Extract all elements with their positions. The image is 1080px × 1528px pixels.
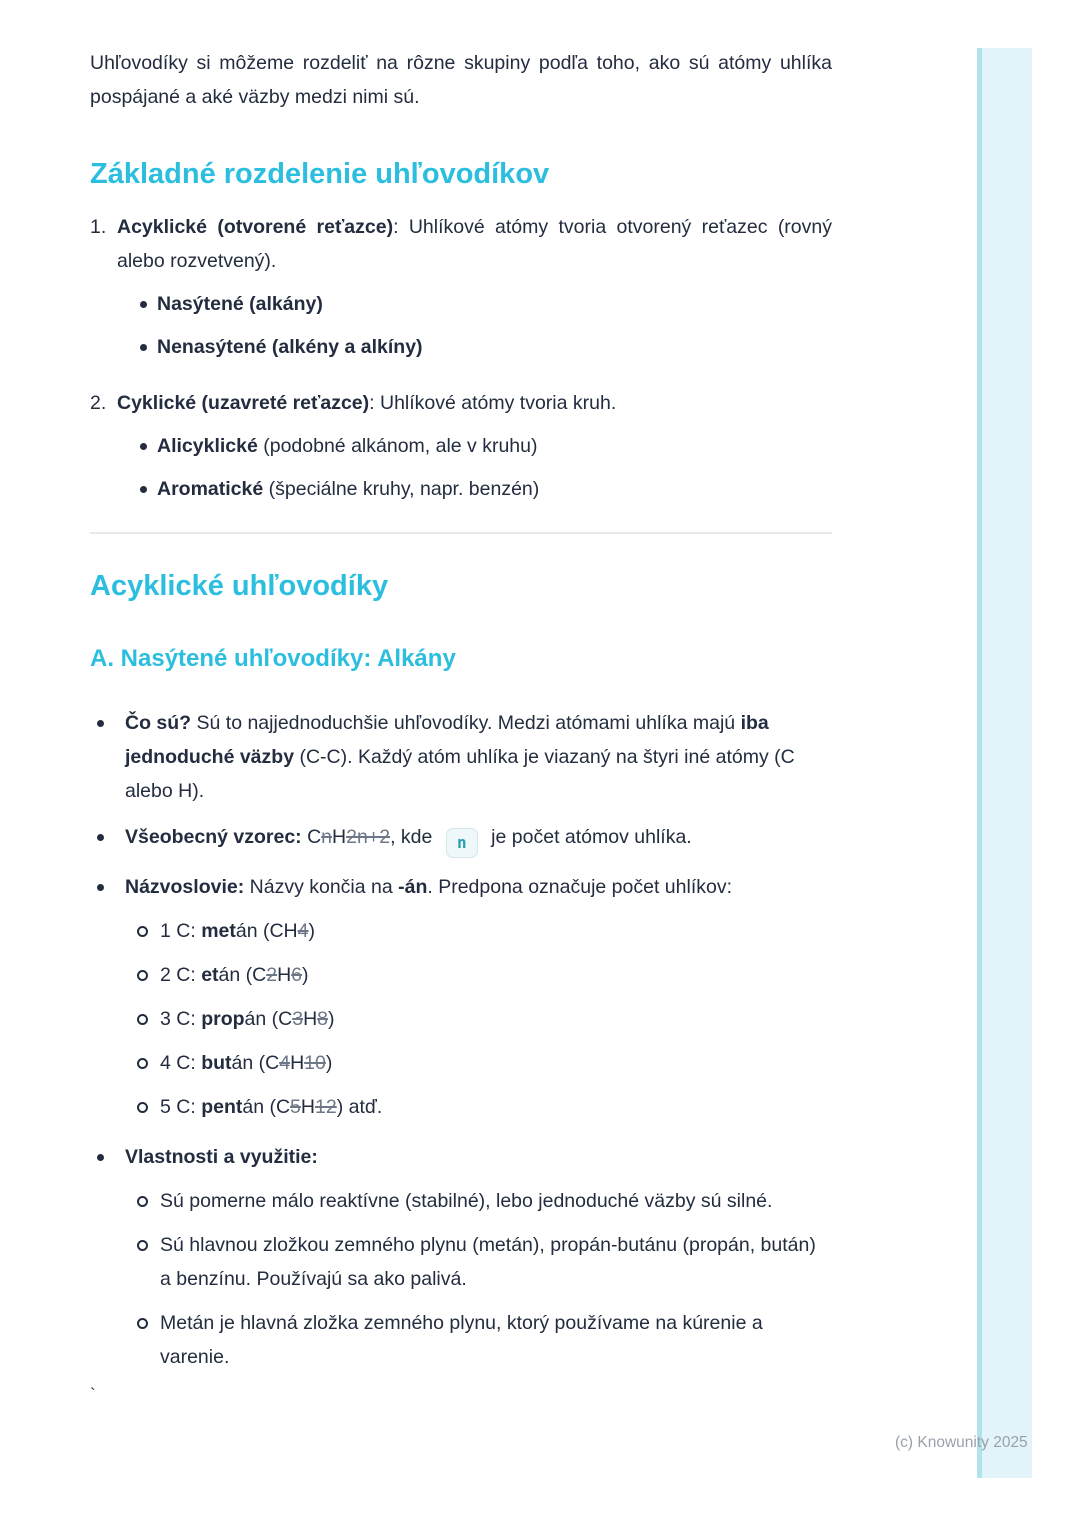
circle-bullet-icon	[137, 926, 148, 937]
bullet-dot-icon	[97, 1154, 104, 1161]
bullet-item-vlastnosti	[90, 1140, 832, 1174]
alkane-list-item-propan	[90, 1002, 832, 1036]
sub-list-item	[90, 429, 832, 463]
ordered-list	[90, 210, 832, 506]
bullet-dot-icon	[97, 884, 104, 891]
alkane-list-item-etan	[90, 958, 832, 992]
alkane-item-text: 3 C: propán (C3H8)	[160, 1008, 335, 1030]
alkane-list	[90, 914, 832, 1124]
circle-bullet-icon	[137, 1014, 148, 1025]
alkane-item-text: 4 C: bután (C4H10)	[160, 1052, 333, 1074]
property-item-text: Metán je hlavná zložka zemného plynu, ktorý používame na kúrenie a varenie.	[160, 1312, 763, 1368]
stray-backtick-mark: `	[90, 1385, 96, 1404]
bullet-item-text: Vlastnosti a využitie:	[125, 1146, 318, 1168]
section-title-acyklicke: Acyklické uhľovodíky	[90, 570, 389, 602]
bullet-item-co-su	[90, 706, 832, 808]
bullet-dot-icon	[97, 834, 104, 841]
bullet-item-text: Názvoslovie: Názvy končia na -án. Predpona označuje počet uhlíkov:	[125, 876, 732, 898]
alkane-item-text: 1 C: metán (CH4)	[160, 920, 316, 942]
alkane-item-text: 2 C: etán (C2H6)	[160, 964, 309, 986]
circle-bullet-icon	[137, 970, 148, 981]
subsection-title-alkany: A. Nasýtené uhľovodíky: Alkány	[90, 645, 456, 672]
bullet-list	[90, 706, 832, 1374]
list-marker: 2.	[90, 392, 107, 414]
list-marker: 1.	[90, 216, 107, 238]
circle-bullet-icon	[137, 1196, 148, 1207]
inline-code-n: n	[446, 828, 478, 858]
list-item-text: Cyklické (uzavreté reťazce): Uhlíkové atómy tvoria kruh.	[117, 392, 617, 414]
property-item	[90, 1306, 832, 1374]
circle-bullet-icon	[137, 1102, 148, 1113]
divider	[90, 532, 832, 534]
circle-bullet-icon	[137, 1318, 148, 1329]
property-item-text: Sú hlavnou zložkou zemného plynu (metán), propán-butánu (propán, bután) a benzínu. Používajú sa ako palivá.	[160, 1234, 816, 1290]
circle-bullet-icon	[137, 1058, 148, 1069]
property-item-text: Sú pomerne málo reaktívne (stabilné), lebo jednoduché väzby sú silné.	[160, 1190, 773, 1212]
alkane-item-text: 5 C: pentán (C5H12) atď.	[160, 1096, 383, 1118]
sub-list-item	[90, 287, 832, 321]
bullet-item-nazvoslovie	[90, 870, 832, 904]
bullet-dot-icon	[140, 344, 147, 351]
property-item	[90, 1228, 832, 1296]
sub-list	[90, 287, 832, 364]
section-title-zakladne-rozdelenie: Základné rozdelenie uhľovodíkov	[90, 158, 550, 190]
sub-list-item-text: Alicyklické (podobné alkánom, ale v kruhu)	[157, 435, 538, 457]
property-item	[90, 1184, 832, 1218]
sub-list-item	[90, 330, 832, 364]
intro-paragraph: Uhľovodíky si môžeme rozdeliť na rôzne skupiny podľa toho, ako sú atómy uhlíka pospájané a aké väzby medzi nimi sú.	[90, 52, 832, 108]
bullet-item-vseobecny-vzorec	[90, 820, 832, 858]
list-item-1	[90, 210, 832, 278]
list-item-text: Acyklické (otvorené reťazce): Uhlíkové atómy tvoria otvorený reťazec (rovný alebo rozvetvený).	[117, 216, 832, 272]
bullet-dot-icon	[140, 486, 147, 493]
bullet-dot-icon	[140, 301, 147, 308]
alkane-list-item-metan	[90, 914, 832, 948]
copyright-text: (c) Knowunity 2025	[895, 1434, 1028, 1451]
sub-list-item-text: Nenasýtené (alkény a alkíny)	[157, 336, 423, 358]
bullet-item-text: Čo sú? Sú to najjednoduchšie uhľovodíky. Medzi atómami uhlíka majú iba jednoduché väzby (C-C). Každý atóm uhlíka je viazaný na štyri iné atómy (C alebo H).	[125, 712, 795, 802]
sub-list-item	[90, 472, 832, 506]
properties-list	[90, 1184, 832, 1374]
sub-list-item-text: Aromatické (špeciálne kruhy, napr. benzén)	[157, 478, 540, 500]
sub-list-item-text: Nasýtené (alkány)	[157, 293, 323, 315]
bullet-item-text: Všeobecný vzorec: CnH2n+2, kde n je počet atómov uhlíka.	[125, 820, 832, 858]
alkane-list-item-butan	[90, 1046, 832, 1080]
page-content	[90, 46, 832, 1410]
circle-bullet-icon	[137, 1240, 148, 1251]
sub-list	[90, 429, 832, 506]
alkane-list-item-pentan	[90, 1090, 832, 1124]
bullet-dot-icon	[97, 720, 104, 727]
list-item-2	[90, 386, 832, 420]
decorative-side-stripe	[977, 48, 1032, 1478]
bullet-dot-icon	[140, 443, 147, 450]
